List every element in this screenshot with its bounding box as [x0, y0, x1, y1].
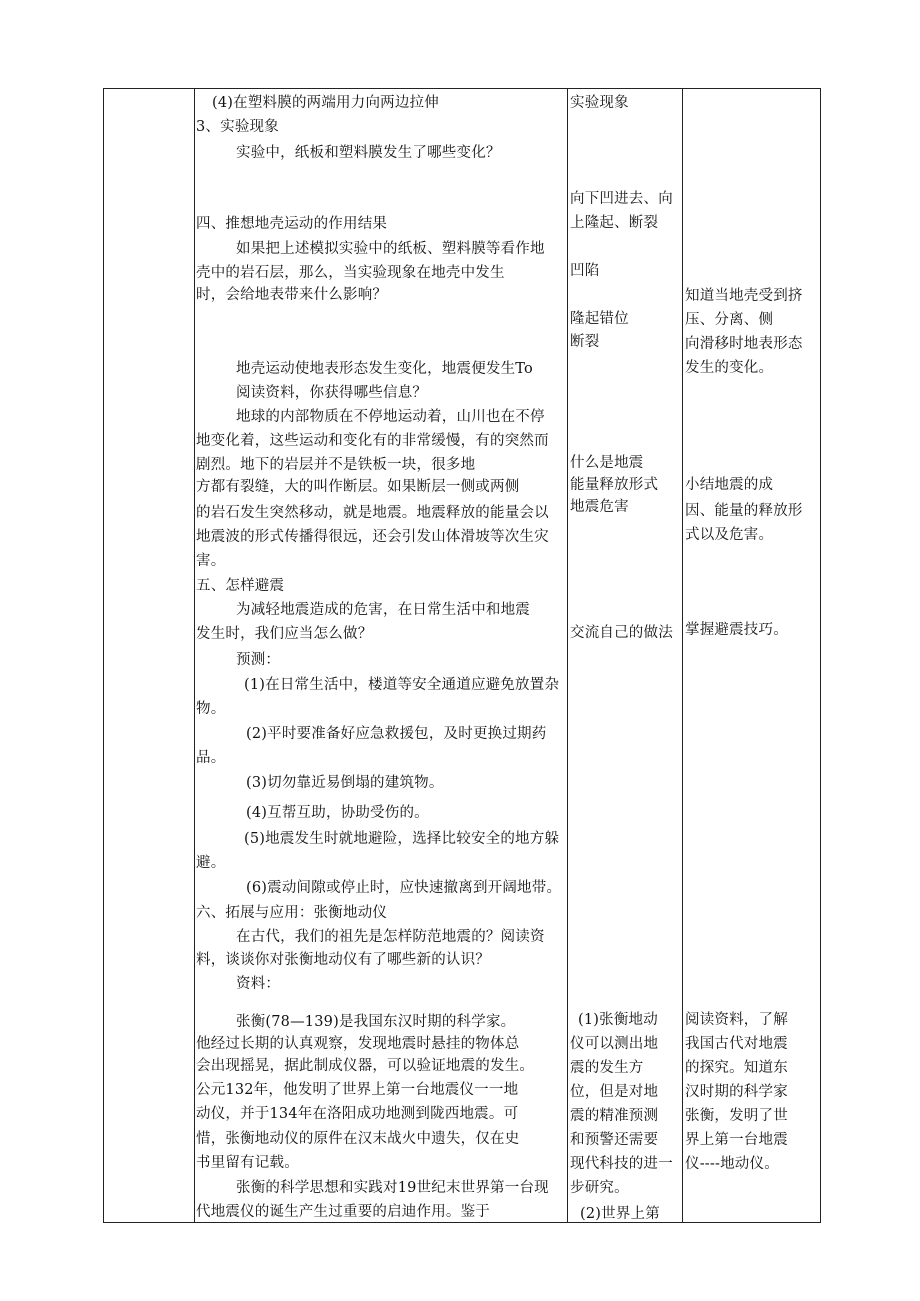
- teaching-process-text-line: (3)切勿靠近易倒塌的建筑物。: [246, 775, 444, 791]
- student-activity-text-line: 交流自己的做法: [570, 625, 673, 641]
- teaching-process-text-line: 预测：: [236, 652, 281, 668]
- teaching-process-text-line: 会出现摇晃，据此制成仪器，可以验证地震的发生。: [196, 1058, 535, 1074]
- student-activity-text-line: 隆起错位: [570, 311, 629, 327]
- student-activity-text-line: 仪可以测出地: [570, 1036, 659, 1052]
- design-intent-text-line: 仪----地动仪。: [685, 1156, 779, 1172]
- teaching-process-text-line: 书里留有记载。: [196, 1155, 299, 1171]
- teaching-process-text-line: 阅读资料，你获得哪些信息？: [236, 385, 428, 401]
- design-intent-text-line: 我国古代对地震: [685, 1036, 788, 1052]
- student-activity-text-line: 现代科技的进一: [570, 1156, 673, 1172]
- teaching-process-text-line: (6)震动间隙或停止时，应快速撤离到开阔地带。: [246, 880, 562, 896]
- design-intent-text-line: 小结地震的成: [685, 477, 774, 493]
- teaching-process-text-line: 物。: [196, 701, 226, 717]
- student-activity-text-line: 震的发生方: [570, 1060, 644, 1076]
- student-activity-text-line: 步研究。: [570, 1180, 629, 1196]
- teaching-process-text-line: 壳中的岩石层，那么，当实验现象在地壳中发生: [196, 265, 505, 281]
- table-right-border: [820, 88, 821, 1223]
- table-bottom-border: [103, 1222, 820, 1223]
- student-activity-text-line: 和预警还需要: [570, 1132, 659, 1148]
- student-activity-text-line: (2)世界上第: [580, 1206, 660, 1222]
- student-activity-text-line: 位，但是对地: [570, 1084, 659, 1100]
- column-divider-1: [194, 88, 195, 1223]
- student-activity-text-line: 震的精准预测: [570, 1108, 659, 1124]
- teaching-process-text-line: 在古代，我们的祖先是怎样防范地震的？阅读资: [236, 929, 545, 945]
- student-activity-text-line: 断裂: [570, 334, 600, 350]
- design-intent-text-line: 界上第一台地震: [685, 1132, 788, 1148]
- teaching-process-text-line: 地球的内部物质在不停地运动着，山川也在不停: [236, 409, 545, 425]
- teaching-process-text-line: 剧烈。地下的岩层并不是铁板一块，很多地: [196, 457, 476, 473]
- teaching-process-text-line: 惜，张衡地动仪的原件在汉末战火中遗失，仅在史: [196, 1131, 520, 1147]
- teaching-process-text-line: (4)互帮互助，协助受伤的。: [246, 805, 429, 821]
- design-intent-text-line: 汉时期的科学家: [685, 1084, 788, 1100]
- teaching-process-text-line: 地变化着，这些运动和变化有的非常缓慢，有的突然而: [196, 433, 549, 449]
- student-activity-text-line: 向下凹进去、向: [570, 191, 673, 207]
- student-activity-text-line: 凹陷: [570, 263, 600, 279]
- student-activity-text-line: 地震危害: [570, 499, 629, 515]
- design-intent-text-line: 向滑移时地表形态: [685, 336, 803, 352]
- teaching-process-text-line: 为减轻地震造成的危害，在日常生活中和地震: [236, 602, 530, 618]
- teaching-process-text-line: 料，谈谈你对张衡地动仪有了哪些新的认识？: [196, 952, 490, 968]
- student-activity-text-line: 能量释放形式: [570, 477, 659, 493]
- design-intent-text-line: 的探究。知道东: [685, 1060, 788, 1076]
- teaching-process-text-line: 六、拓展与应用：张衡地动仪: [196, 905, 388, 921]
- teaching-process-text-line: 避。: [196, 855, 226, 871]
- table-left-border: [103, 88, 104, 1223]
- student-activity-text-line: 上隆起、断裂: [570, 215, 659, 231]
- design-intent-text-line: 知道当地壳受到挤: [685, 288, 803, 304]
- table-top-border: [103, 88, 820, 89]
- teaching-process-text-line: (2)平时要准备好应急救援包，及时更换过期药: [246, 726, 547, 742]
- design-intent-text-line: 式以及危害。: [685, 527, 774, 543]
- teaching-process-text-line: 害。: [196, 553, 226, 569]
- teaching-process-text-line: 发生时，我们应当怎么做？: [196, 626, 373, 642]
- column-divider-3: [682, 88, 683, 1223]
- student-activity-text-line: (1)张衡地动: [578, 1012, 658, 1028]
- teaching-process-text-line: 的岩石发生突然移动，就是地震。地震释放的能量会以: [196, 505, 549, 521]
- teaching-process-text-line: 公元132年，他发明了世界上第一台地震仪一一地: [196, 1082, 519, 1098]
- design-intent-text-line: 阅读资料，了解: [685, 1012, 788, 1028]
- column-divider-2: [567, 88, 568, 1223]
- teaching-process-text-line: 张衡的科学思想和实践对19世纪末世界第一台现: [236, 1180, 549, 1196]
- teaching-process-text-line: (4)在塑料膜的两端用力向两边拉伸: [212, 95, 439, 111]
- design-intent-text-line: 掌握避震技巧。: [685, 622, 788, 638]
- teaching-process-text-line: 地壳运动使地表形态发生变化，地震便发生To: [236, 361, 533, 377]
- teaching-process-text-line: 四、推想地壳运动的作用结果: [196, 216, 388, 232]
- teaching-process-text-line: (5)地震发生时就地避险，选择比较安全的地方躲: [244, 831, 560, 847]
- teaching-process-text-line: 资料：: [236, 976, 281, 992]
- teaching-process-text-line: 五、怎样避震: [196, 578, 285, 594]
- teaching-process-text-line: 时，会给地表带来什么影响？: [196, 287, 388, 303]
- teaching-process-text-line: 方都有裂缝，大的叫作断层。如果断层一侧或两侧: [196, 479, 520, 495]
- teaching-process-text-line: 动仪，并于134年在洛阳成功地测到陇西地震。可: [196, 1106, 519, 1122]
- student-activity-text-line: 实验现象: [570, 95, 629, 111]
- teaching-process-text-line: 3、实验现象: [196, 119, 279, 135]
- student-activity-text-line: 什么是地震: [570, 455, 644, 471]
- design-intent-text-line: 压、分离、侧: [685, 312, 774, 328]
- teaching-process-text-line: 张衡(78—139)是我国东汉时期的科学家。: [236, 1014, 516, 1030]
- design-intent-text-line: 发生的变化。: [685, 360, 774, 376]
- teaching-process-text-line: 他经过长期的认真观察，发现地震时悬挂的物体总: [196, 1036, 520, 1052]
- teaching-process-text-line: 实验中，纸板和塑料膜发生了哪些变化？: [236, 145, 501, 161]
- teaching-process-text-line: 地震波的形式传播得很远，还会引发山体滑坡等次生灾: [196, 529, 549, 545]
- design-intent-text-line: 张衡，发明了世: [685, 1108, 788, 1124]
- teaching-process-text-line: 代地震仪的诞生产生过重要的启迪作用。鉴于: [196, 1204, 490, 1220]
- teaching-process-text-line: 如果把上述模拟实验中的纸板、塑料膜等看作地: [236, 241, 545, 257]
- teaching-process-text-line: 品。: [196, 750, 226, 766]
- teaching-process-text-line: (1)在日常生活中，楼道等安全通道应避免放置杂: [244, 677, 560, 693]
- design-intent-text-line: 因、能量的释放形: [685, 503, 803, 519]
